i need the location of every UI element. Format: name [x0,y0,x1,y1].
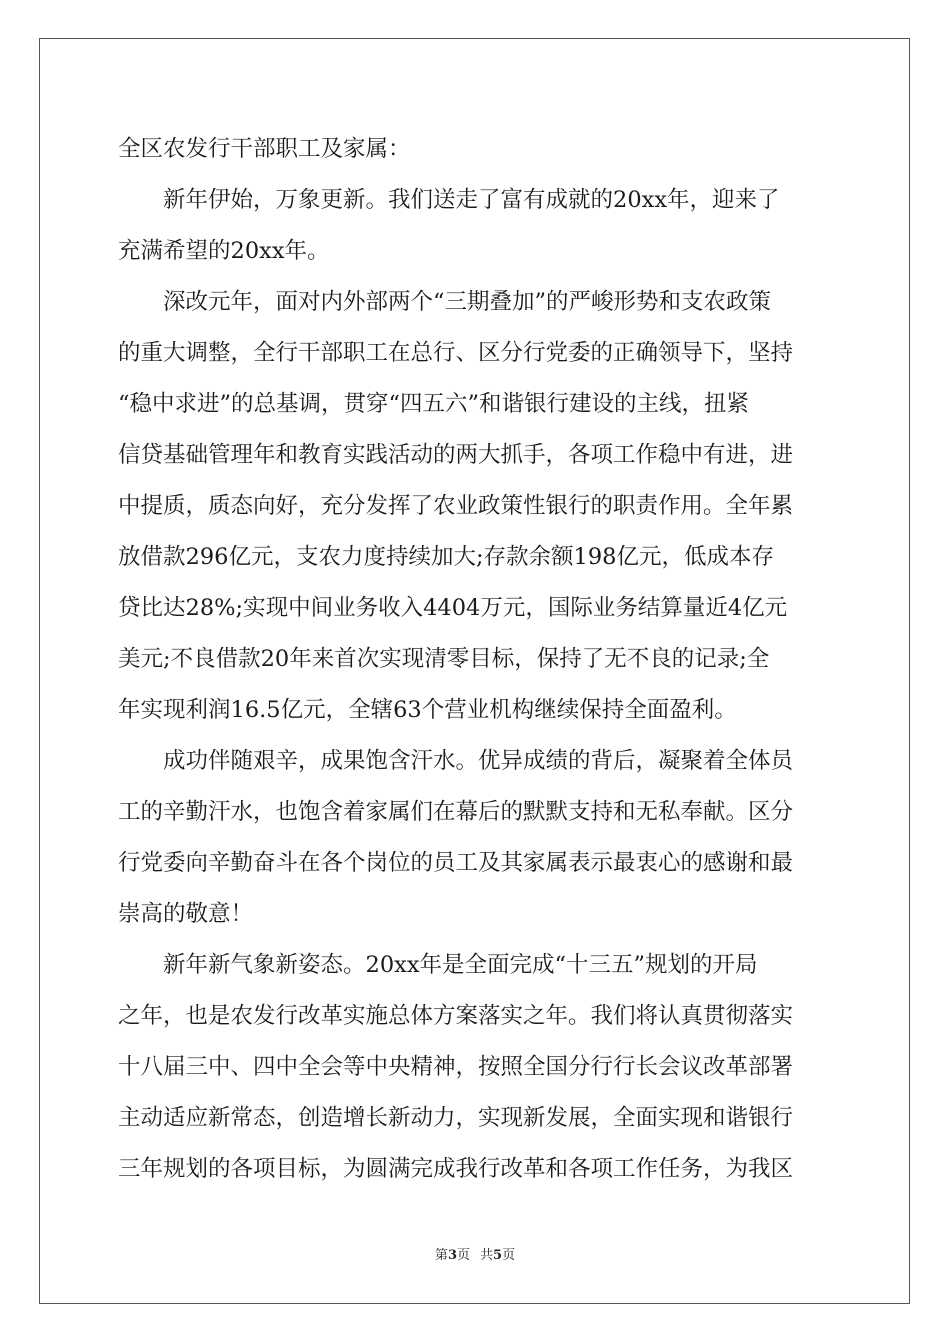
page-prefix: 第 [434,1248,448,1263]
paragraph-line: “稳中求进”的总基调，贯穿“四五六”和谐银行建设的主线，扭紧 [118,391,750,417]
current-page-number: 3 [447,1248,457,1263]
paragraph-line: 行党委向辛勤奋斗在各个岗位的员工及其家属表示最衷心的感谢和最 [118,850,794,876]
page-footer [0,1247,950,1265]
paragraph-line: 年实现利润16.5亿元，全辖63个营业机构继续保持全面盈利。 [118,697,737,723]
paragraph-line: 工的辛勤汗水，也饱含着家属们在幕后的默默支持和无私奉献。区分 [118,799,794,825]
paragraph-line: 新年新气象新姿态。20xx年是全面完成“十三五”规划的开局 [118,952,758,978]
page-unit: 页 [456,1248,470,1263]
paragraph-line: 深改元年，面对内外部两个“三期叠加”的严峻形势和支农政策 [118,289,772,315]
paragraph-line: 三年规划的各项目标，为圆满完成我行改革和各项工作任务，为我区 [118,1156,794,1182]
paragraph-line: 成功伴随艰辛，成果饱含汗水。优异成绩的背后，凝聚着全体员 [118,748,794,774]
paragraph-line: 充满希望的20xx年。 [118,238,330,264]
paragraph-line: 中提质，质态向好，充分发挥了农业政策性银行的职责作用。全年累 [118,493,794,519]
total-page-number: 5 [493,1248,503,1263]
salutation-line: 全区农发行干部职工及家属： [118,136,411,162]
paragraph-line: 主动适应新常态，创造增长新动力，实现新发展，全面实现和谐银行 [118,1105,794,1131]
paragraph-line: 美元;不良借款20年来首次实现清零目标，保持了无不良的记录;全 [118,646,770,672]
paragraph-line: 的重大调整，全行干部职工在总行、区分行党委的正确领导下，坚持 [118,340,794,366]
paragraph-line: 新年伊始，万象更新。我们送走了富有成就的20xx年，迎来了 [118,187,780,213]
paragraph-line: 信贷基础管理年和教育实践活动的两大抓手，各项工作稳中有进，进 [118,442,794,468]
total-prefix: 共 [480,1248,494,1263]
total-unit: 页 [502,1248,516,1263]
paragraph-line: 贷比达28%;实现中间业务收入4404万元，国际业务结算量近4亿元 [118,595,788,621]
paragraph-line: 十八届三中、四中全会等中央精神，按照全国分行行长会议改革部署 [118,1054,794,1080]
paragraph-line: 放借款296亿元，支农力度持续加大;存款余额198亿元，低成本存 [118,544,774,570]
paragraph-line: 之年，也是农发行改革实施总体方案落实之年。我们将认真贯彻落实 [118,1003,794,1029]
paragraph-line: 崇高的敬意！ [118,901,254,927]
